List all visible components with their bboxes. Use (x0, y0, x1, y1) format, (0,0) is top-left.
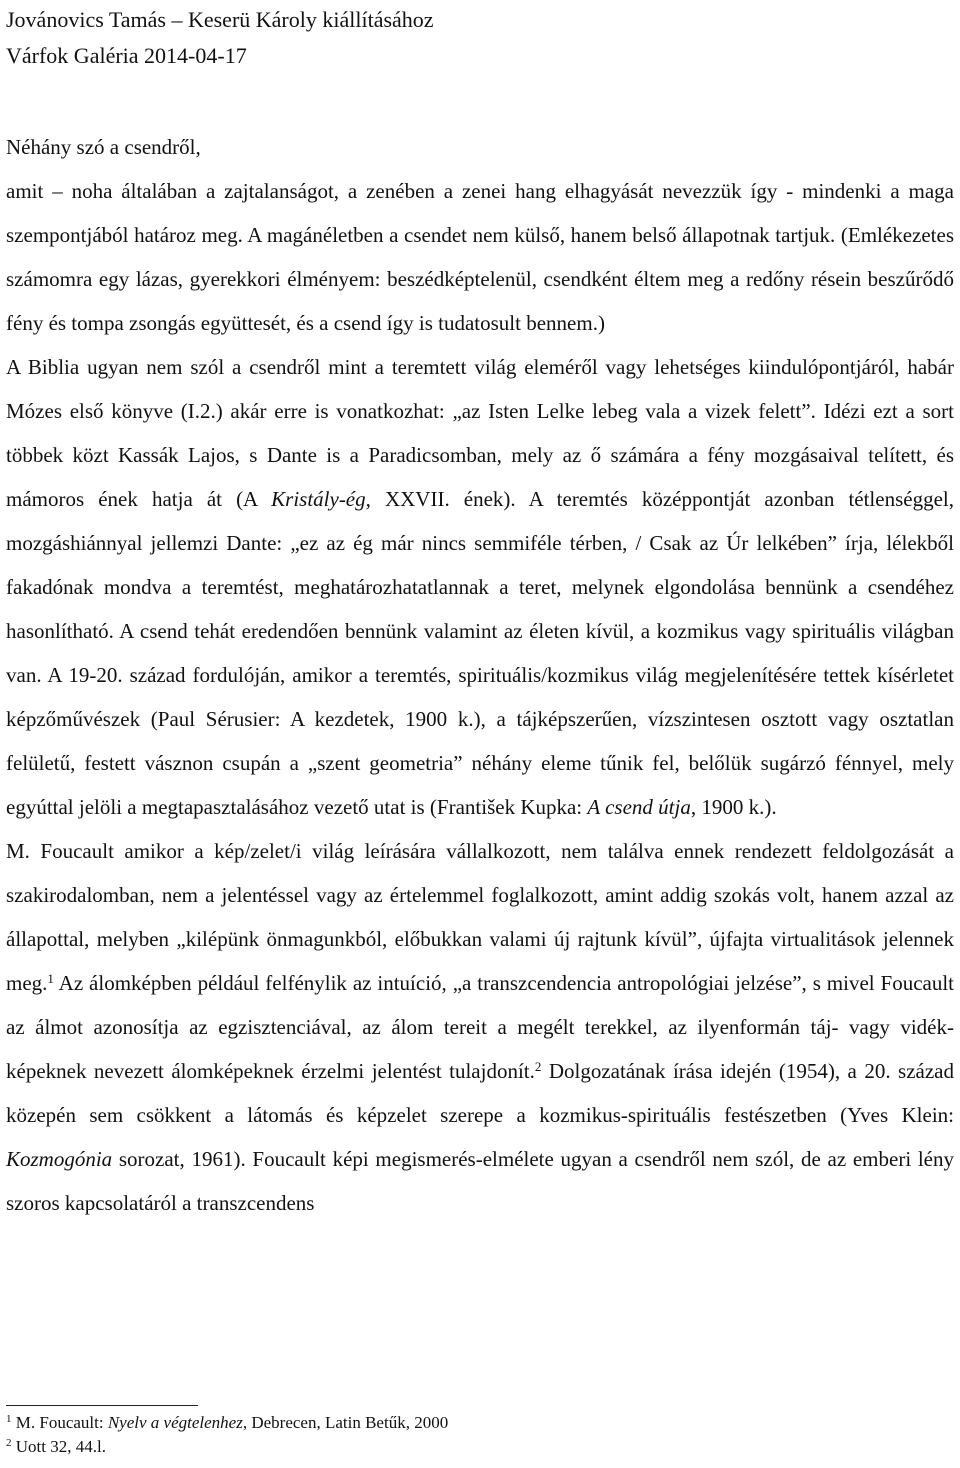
document-page (6, 0, 954, 1225)
footnote-divider (6, 1405, 198, 1406)
paragraph-3-text-d: sorozat, 1961). Foucault képi megismerés-elmélete ugyan a csendről nem szól, de az emberi lény szoros kapcsolatáról a transzcendens (6, 1147, 954, 1215)
footnotes (6, 1411, 954, 1459)
footnote-1-text-b: , Debrecen, Latin Betűk, 2000 (242, 1413, 449, 1432)
document-body (6, 125, 954, 1225)
paragraph-1: amit – noha általában a zajtalanságot, a zenében a zenei hang elhagyását nevezzük így - mindenki a maga szempontjából határoz meg. A magánéletben a csendet nem külső, hanem belső állapotnak tartjuk. (Emlékezetes számomra egy lázas, gyerekkori élményem: beszédképtelenül, csendként éltem meg a redőny résein beszűrődő fény és tompa zsongás együttesét, és a csend így is tudatosult bennem.) (6, 179, 954, 335)
footnote-ref-1[interactable]: 1 (47, 971, 54, 986)
italic-kristaly-eg: Kristály-ég (271, 487, 366, 511)
paragraph-3-text-a: M. Foucault amikor a kép/zelet/i világ leírására vállalkozott, nem találva ennek rendezett feldolgozását a szakirodalomban, nem a jelentéssel vagy az értelemmel foglalkozott, amint addig szokás volt, hanem azzal az állapottal, melyben „kilépünk önmagunkból, előbukkan valami új rajtunk kívül”, újfajta virtualitások jelennek meg. (6, 839, 954, 995)
footnote-1-text-a: M. Foucault: (11, 1413, 108, 1432)
italic-kozmogonia: Kozmogónia (6, 1147, 113, 1171)
paragraph-3-text-b: Az álomképben például felfénylik az intuíció, „a transzcendencia antropológiai jelzése”, s mivel Foucault az álmot azonosítja az egzisztenciával, az álom tereit a megélt terekkel, az ilyenformán táj- vagy vidék-képeknek nevezett álomképeknek érzelmi jelentést tulajdonít. (6, 971, 954, 1083)
paragraph-2 (6, 345, 954, 829)
document-header (6, 2, 954, 74)
footnote-1-italic: Nyelv a végtelenhez (107, 1413, 243, 1432)
footnote-1 (6, 1411, 954, 1435)
paragraph-opening-line: Néhány szó a csendről, (6, 135, 201, 159)
paragraph-2-text-a: A Biblia ugyan nem szól a csendről mint a teremtett világ eleméről vagy lehetséges kiindulópontjáról, habár Mózes első könyve (I.2.) akár erre is vonatkozhat: „az Isten Lelke lebeg vala a vizek felett”. Idézi ezt a sort többek közt Kassák Lajos, s Dante is a Paradicsomban, mely az ő számára a fény mozgásaival telített, és mámoros ének hatja át (A (6, 355, 954, 511)
footnote-2 (6, 1435, 954, 1459)
paragraph-2-text-c: , 1900 k.). (690, 795, 777, 819)
paragraph-3 (6, 829, 954, 1225)
italic-a-csend-utja: A csend útja (587, 795, 691, 819)
document-subtitle: Várfok Galéria 2014-04-17 (6, 43, 247, 68)
footnote-2-number: 2 (6, 1437, 12, 1449)
document-title: Jovánovics Tamás – Keserü Károly kiállításához (6, 7, 434, 32)
paragraph-3-text-c: Dolgozatának írása idején (1954), a 20. század közepén sem csökkent a látomás és képzelet szerepe a kozmikus-spirituális festészetben (Yves Klein: (6, 1059, 954, 1127)
footnote-1-number: 1 (6, 1413, 12, 1425)
footnote-ref-2[interactable]: 2 (534, 1059, 542, 1074)
paragraph-2-text-b: , XXVII. ének). A teremtés középpontját azonban tétlenséggel, mozgáshiánnyal jellemzi Dante: „ez az ég már nincs semmiféle térben, / Csak az Úr lelkében” írja, lélekből fakadónak mondva a teremtést, meghatározhatatlannak a teret, melynek elgondolása bennünk a csendéhez hasonlítható. A csend tehát eredendően bennünk valamint az életen kívül, a kozmikus vagy spirituális világban van. A 19-20. század fordulóján, amikor a teremtés, spirituális/kozmikus világ megjelenítésére tettek kísérletet képzőművészek (Paul Sérusier: A kezdetek, 1900 k.), a tájképszerűen, vízszintesen osztott vagy osztatlan felületű, festett vásznon csupán a „szent geometria” néhány eleme tűnik fel, belőlük sugárzó fénnyel, mely egyúttal jelöli a megtapasztalásához vezető utat is (František Kupka: (6, 487, 954, 819)
footnote-2-text: Uott 32, 44.l. (11, 1437, 106, 1456)
